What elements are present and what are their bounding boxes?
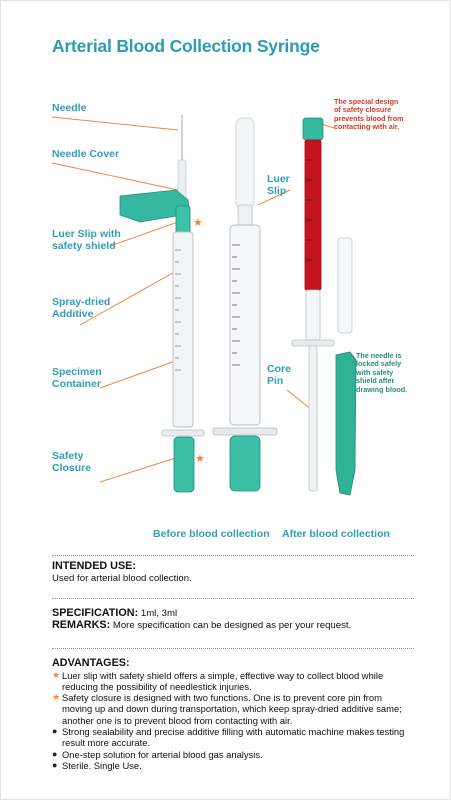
- advantages-section: [52, 658, 414, 771]
- advantages-heading: ADVANTAGES:: [52, 657, 130, 669]
- list-item: ● One-step solution for arterial blood gas analysis.: [52, 748, 263, 760]
- leader-specimen: [100, 360, 178, 388]
- leader-needle-cover: [52, 163, 178, 190]
- intended-use-section: [52, 561, 192, 584]
- page-title: Arterial Blood Collection Syringe: [52, 36, 320, 56]
- list-item: ● Sterile. Single Use.: [52, 759, 142, 771]
- dot-bullet-icon: ●: [52, 748, 58, 759]
- label-needle: Needle: [52, 102, 87, 114]
- remarks-heading: REMARKS:: [52, 618, 111, 631]
- divider: [52, 598, 414, 599]
- note-safety-closure: The special design of safety closure prevents blood from contacting with air.: [334, 97, 404, 132]
- label-spray-dried-additive: Spray-dried Additive: [52, 296, 111, 320]
- syringe-right: [292, 118, 356, 495]
- divider: [52, 555, 414, 556]
- star-icon: ★: [195, 452, 205, 465]
- syringe-left: [120, 115, 204, 492]
- note-needle-locked: The needle is locked safely with safety shield after drawing blood.: [356, 351, 408, 394]
- list-item: ★ Luer slip with safety shield offers a simple, effective way to collect blood while reducing the possibility of needlestick injuries.: [52, 669, 384, 692]
- leader-core-pin: [287, 390, 312, 410]
- advantages-list: [52, 670, 414, 772]
- label-luer-slip-shield: Luer Slip with safety shield: [52, 228, 121, 252]
- intended-use-heading: INTENDED USE:: [52, 560, 136, 572]
- list-item: ● Strong sealability and precise additive filling with automatic machine makes testing result more accurate.: [52, 725, 405, 749]
- caption-before: Before blood collection: [153, 528, 270, 540]
- label-luer-slip: Luer Slip: [267, 173, 290, 197]
- leader-needle: [52, 117, 178, 130]
- leader-safety: [100, 455, 185, 482]
- list-item: ★ Safety closure is designed with two functions. One is to prevent core pin from moving up and down during transportation, which keep spray-dried additive same; another one is to prevent blood from contacting with air.: [52, 692, 402, 726]
- label-core-pin: Core Pin: [267, 363, 291, 387]
- divider: [52, 648, 414, 649]
- dot-bullet-icon: ●: [52, 725, 58, 736]
- dot-bullet-icon: ●: [52, 759, 58, 770]
- star-bullet-icon: ★: [52, 669, 61, 680]
- specification-value: 1ml, 3ml: [138, 608, 178, 619]
- label-safety-closure: Safety Closure: [52, 450, 92, 474]
- caption-after: After blood collection: [282, 528, 390, 540]
- label-needle-cover: Needle Cover: [52, 148, 120, 160]
- remarks-text: More specification can be designed as per your request.: [110, 619, 352, 631]
- specification-heading: SPECIFICATION:: [52, 607, 139, 619]
- star-icon: ★: [193, 216, 203, 229]
- specification-section: [52, 608, 351, 631]
- label-specimen-container: Specimen Container: [52, 366, 102, 390]
- intended-use-text: Used for arterial blood collection.: [52, 572, 192, 584]
- star-bullet-icon: ★: [52, 692, 61, 703]
